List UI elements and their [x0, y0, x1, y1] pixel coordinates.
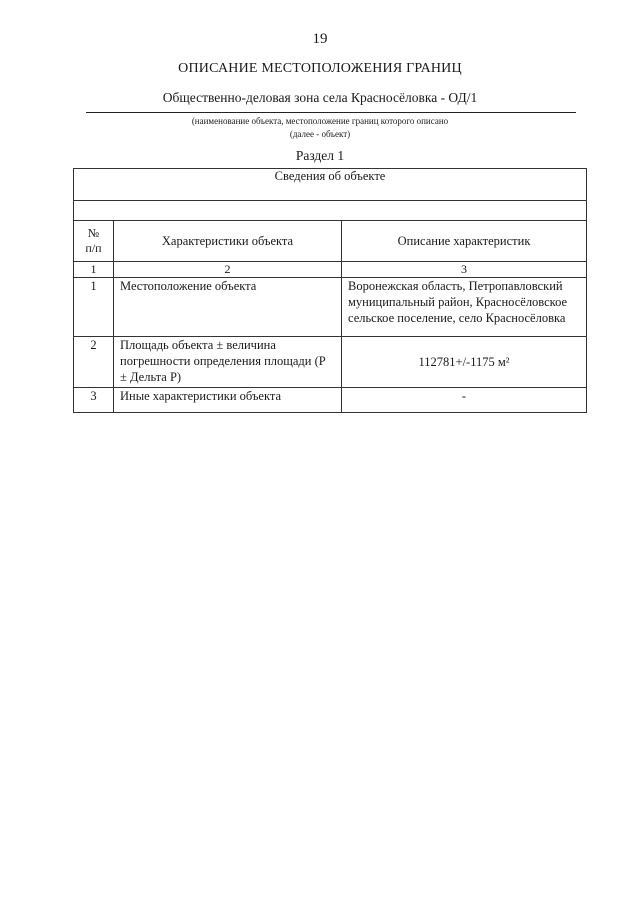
page-number: 19	[312, 31, 328, 47]
object-name-caption	[0, 115, 640, 141]
table-header: Сведения об объекте	[74, 169, 587, 201]
column-header-characteristic: Характеристики объекта	[114, 221, 342, 262]
column-header-row	[74, 221, 587, 262]
column-number-1: 1	[74, 262, 114, 278]
object-name-caption-line-2: (далее - объект)	[289, 129, 351, 139]
section-title: Раздел 1	[295, 148, 345, 163]
table-spacer-row	[74, 201, 587, 221]
row-characteristic: Местоположение объекта	[114, 278, 342, 337]
object-name-underline	[86, 112, 576, 113]
table-row	[74, 388, 587, 413]
row-characteristic: Площадь объекта ± величина погрешности определения площади (P ± Дельта P)	[114, 337, 342, 388]
row-characteristic: Иные характеристики объекта	[114, 388, 342, 413]
table-row	[74, 337, 587, 388]
row-description: 112781+/-1175 м²	[342, 337, 587, 388]
row-description: Воронежская область, Петропавловский муниципальный район, Красносёловское сельское поселение, село Красносёловка	[342, 278, 587, 337]
row-description: -	[342, 388, 587, 413]
column-number-3: 3	[342, 262, 587, 278]
table-row	[74, 278, 587, 337]
column-header-description: Описание характеристик	[342, 221, 587, 262]
object-name: Общественно-деловая зона села Красносёловка - ОД/1	[162, 90, 478, 105]
row-number: 3	[74, 388, 114, 413]
column-number-row	[74, 262, 587, 278]
object-name-caption-line-1: (наименование объекта, местоположение границ которого описано	[191, 116, 449, 126]
table-spacer-cell	[74, 201, 587, 221]
row-number: 2	[74, 337, 114, 388]
row-number: 1	[74, 278, 114, 337]
column-number-2: 2	[114, 262, 342, 278]
table-header-row	[74, 169, 587, 201]
column-header-num: № п/п	[74, 221, 114, 262]
object-info-table	[73, 168, 587, 413]
document-title: ОПИСАНИЕ МЕСТОПОЛОЖЕНИЯ ГРАНИЦ	[178, 61, 462, 76]
